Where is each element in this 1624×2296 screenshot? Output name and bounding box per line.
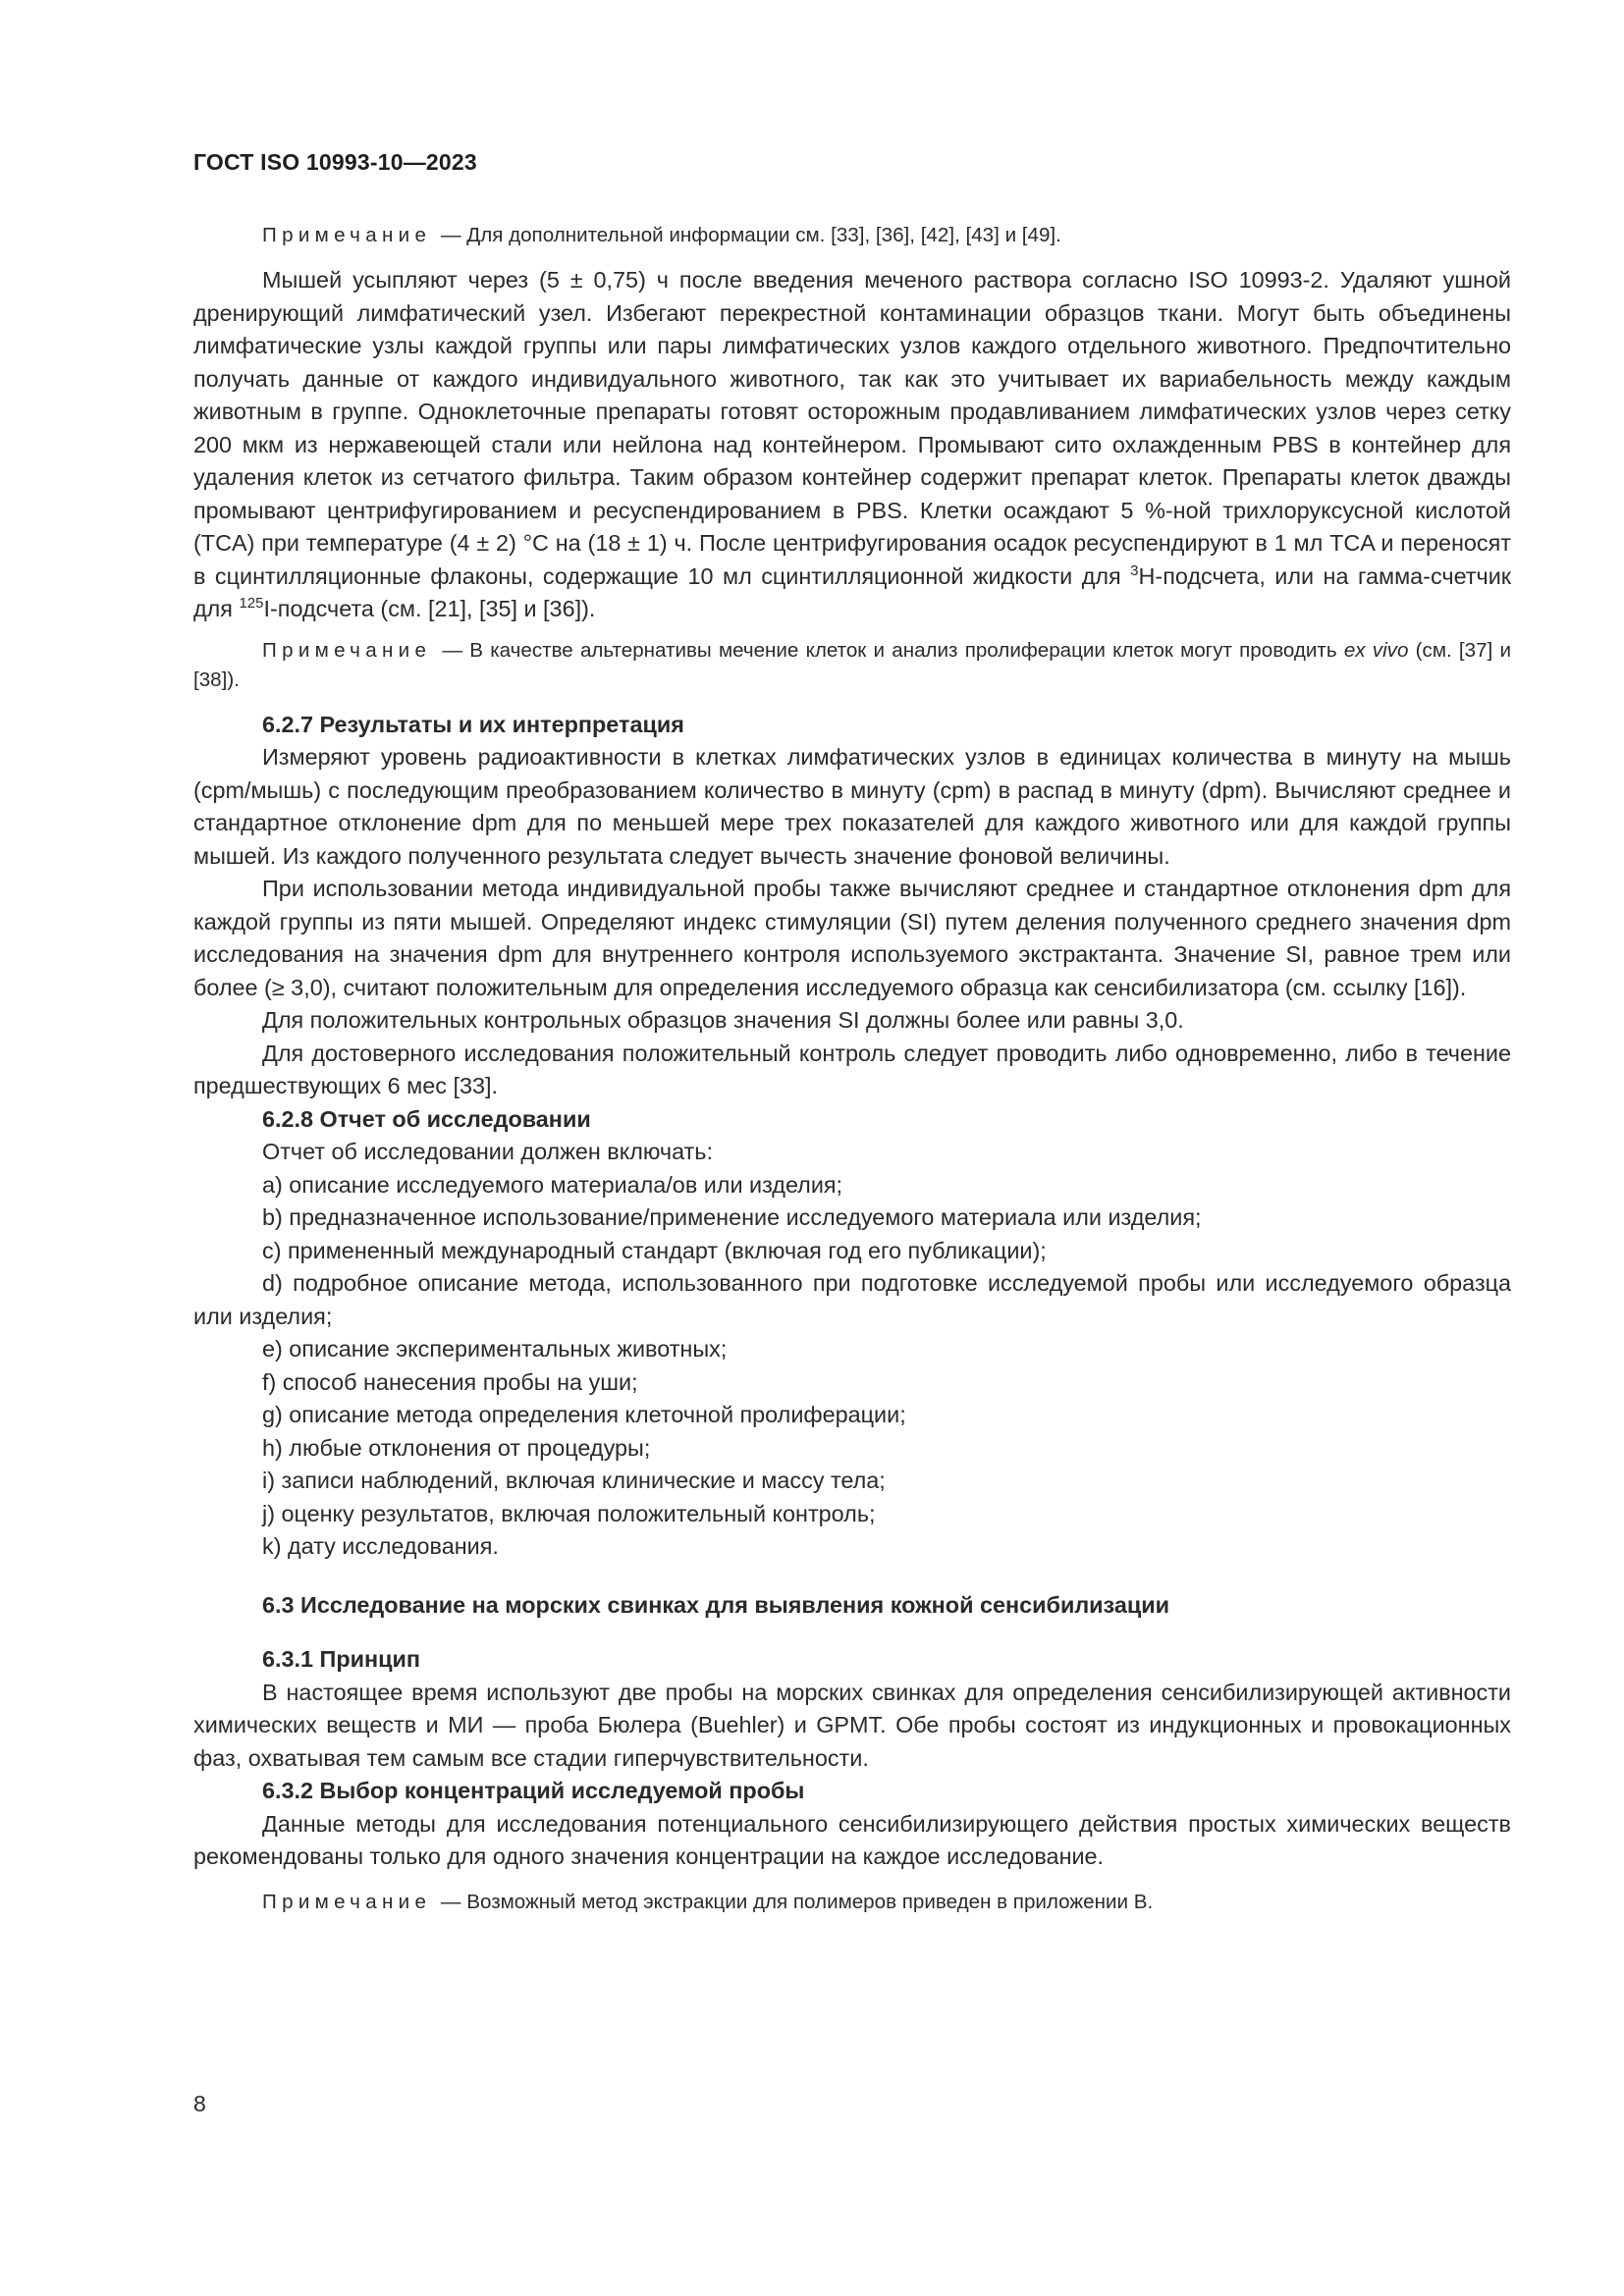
page-number: 8 — [193, 2091, 206, 2116]
list-item-e: e) описание экспериментальных животных; — [262, 1336, 728, 1362]
note-2: Примечание — В качестве альтернативы мечение клеток и анализ пролиферации клеток могут проводить ex vivo (см. [37] и [38]). — [193, 638, 1511, 691]
list-item-f: f) способ нанесения пробы на уши; — [262, 1368, 638, 1395]
note-dash: — — [435, 1890, 467, 1913]
paragraph-6-2-7-3: Для положительных контрольных образцов значения SI должны более или равны 3,0. — [262, 1007, 1184, 1033]
note-1 — [193, 221, 1511, 250]
list-item-i: i) записи наблюдений, включая клинические и массу тела; — [262, 1468, 886, 1493]
list-item-j: j) оценку результатов, включая положительный контроль; — [262, 1500, 876, 1526]
note-3-text: Возможный метод экстракции для полимеров приведен в приложении В. — [466, 1890, 1154, 1913]
paragraph-6-2-7-1: Измеряют уровень радиоактивности в клетках лимфатических узлов в единицах количества в минуту на мышь (cpm/мышь) с последующим преобразованием количество в минуту (cpm) в распад в минуту (dpm). Вычисляют среднее и стандартное отклонение dpm для по меньшей мере трех показателей для каждого животного или для каждой группы мышей. Из каждого полученного результата следует вычесть значение фоновой величины. — [193, 744, 1511, 869]
paragraph-lymph-node-procedure: Мышей усыпляют через (5 ± 0,75) ч после введения меченого раствора согласно ISO 10993-2. Удаляют ушной дренирующий лимфатический узел. Избегают перекрестной контаминации образцов ткани. Могут быть объединены лимфатические узлы каждой группы или пары лимфатических узлов каждого отдельного животного. Предпочтительно получать данные от каждого индивидуального животного, так как это учитывает их вариабельность между каждым животным в группе. Одноклеточные препараты готовят осторожным продавливанием лимфатических узлов через сетку 200 мкм из нержавеющей стали или нейлона над контейнером. Промывают сито охлажденным PBS в контейнер для удаления клеток из сетчатого фильтра. Таким образом контейнер содержит препарат клеток. Препараты клеток дважды промывают центрифугированием и ресуспендированием в PBS. Клетки осаждают 5 %-ной трихлоруксусной кислотой (TCA) при температуре (4 ± 2) °C на (18 ± 1) ч. После центрифугирования осадок ресуспендируют в 1 мл TCA и переносят в сцинтилляционные флаконы, содержащие 10 мл сцинтилляционной жидкости для $^3$H-подсчета, или на гамма-счетчик для $^{125}$I-подсчета (см. [21], [35] и [36]). — [193, 267, 1511, 621]
document-body — [193, 221, 1511, 1917]
note-1-text: Для дополнительной информации см. [33], [36], [42], [43] и [49]. — [466, 224, 1061, 246]
paragraph-6-3-2: Данные методы для исследования потенциального сенсибилизирующего действия простых химических веществ рекомендованы только для одного значения концентрации на каждое исследование. — [193, 1810, 1511, 1869]
note-label: Примечание — [262, 638, 432, 662]
heading-6-3-2: 6.3.2 Выбор концентраций исследуемой пробы — [262, 1778, 805, 1803]
document-header-title: ГОСТ ISO 10993-10—2023 — [193, 149, 477, 175]
paragraph-6-2-7-2: При использовании метода индивидуальной пробы также вычисляют среднее и стандартное отклонения dpm для каждой группы из пяти мышей. Определяют индекс стимуляции (SI) путем деления полученного среднего значения dpm исследования на значения dpm для внутреннего контроля используемого экстрактанта. Значение SI, равное трем или более (≥ 3,0), считают положительным для определения исследуемого образца как сенсибилизатора (см. ссылку [16]). — [193, 876, 1511, 1000]
list-item-a: a) описание исследуемого материала/ов или изделия; — [262, 1171, 843, 1198]
paragraph-6-2-7-4: Для достоверного исследования положительный контроль следует проводить либо одновременно, либо в течение предшествующих 6 мес [33]. — [193, 1040, 1511, 1098]
italic-ex-vivo: ex vivo — [1343, 638, 1409, 662]
heading-6-3-1: 6.3.1 Принцип — [262, 1646, 421, 1672]
heading-6-2-8: 6.2.8 Отчет об исследовании — [262, 1105, 591, 1132]
list-item-h: h) любые отклонения от процедуры; — [262, 1434, 651, 1461]
list-item-c: c) примененный международный стандарт (включая год его публикации); — [262, 1237, 1047, 1263]
heading-6-2-7: 6.2.7 Результаты и их интерпретация — [262, 711, 684, 737]
list-item-g: g) описание метода определения клеточной пролиферации; — [262, 1402, 906, 1427]
list-item-k: k) дату исследования. — [262, 1533, 499, 1559]
superscript-3: 3 — [1130, 561, 1139, 579]
heading-6-3: 6.3 Исследование на морских свинках для выявления кожной сенсибилизации — [262, 1591, 1170, 1618]
paragraph-6-3-1: В настоящее время используют две пробы на морских свинках для определения сенсибилизирующей активности химических веществ и МИ — проба Бюлера (Buehler) и GPMT. Обе пробы состоят из индукционных и провокационных фаз, охватывая тем самым все стадии гиперчувствительности. — [193, 1679, 1511, 1771]
note-dash: — — [435, 638, 470, 662]
list-item-b: b) предназначенное использование/применение исследуемого материала или изделия; — [262, 1204, 1202, 1230]
superscript-125: 125 — [239, 595, 264, 612]
note-3 — [193, 1888, 1511, 1917]
note-dash: — — [435, 224, 467, 246]
list-item-d: d) подробное описание метода, использованного при подготовке исследуемой пробы или исследуемого образца или изделия; — [193, 1270, 1511, 1329]
note-label: Примечание — [262, 1890, 432, 1913]
paragraph-6-2-8-intro: Отчет об исследовании должен включать: — [262, 1139, 713, 1164]
note-label: Примечание — [262, 224, 432, 246]
